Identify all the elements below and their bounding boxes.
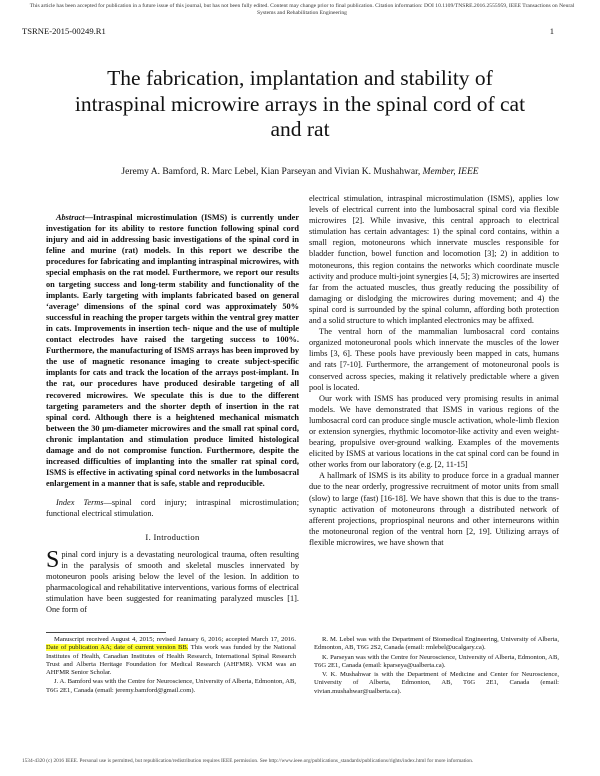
author-membership: Member, IEEE	[422, 167, 479, 177]
body-paragraph: A hallmark of ISMS is its ability to produce force in a gradual manner due to the near orderly, progressive recruitment of motor units from small (slow) to large (fast) [16-18]. We have shown that this is due to the trans-synaptic activation of motoneurons through a distributed network of afferent projections, propriospinal neurons and other interneurons within the motoneuronal region of the ventral horn [2, 19]. Utilizing arrays of flexible microwires, we have shown that	[309, 471, 559, 547]
footnotes-right	[314, 636, 559, 697]
abstract-label: Abstract	[56, 213, 85, 222]
copyright-footer: 1534-4320 (c) 2016 IEEE. Personal use is permitted, but republication/redistribution requires IEEE permission. See http://www.ieee.org/publications_standards/publications/rights/index.html for more information.	[22, 758, 474, 764]
right-column	[309, 193, 559, 548]
author-names: Jeremy A. Bamford, R. Marc Lebel, Kian Parseyan and Vivian K. Mushahwar,	[121, 167, 421, 177]
manuscript-id: TSRNE-2015-00249.R1	[22, 26, 106, 36]
footnote-affiliation: V. K. Mushahwar is with the Department of Medicine and Center for Neuroscience, University of Alberta, Edmonton, AB, T6G 2E1, Canada (email: vivian.mushahwar@ualberta.ca).	[314, 671, 559, 695]
drop-cap: S	[46, 546, 60, 573]
highlighted-publication-date: Date of publication AA; date of current version BB.	[46, 644, 189, 652]
footnote-affiliation: K. Parseyan was with the Centre for Neuroscience, University of Alberta, Edmonton, AB, T6G 2E1, Canada (email: kparseya@ualberta.ca).	[314, 653, 559, 669]
paper-title: The fabrication, implantation and stability of intraspinal microwire arrays in the spinal cord of cat and rat	[74, 66, 526, 141]
index-terms	[46, 497, 299, 519]
index-terms-text: —spinal cord injury; intraspinal microstimulation; functional electrical stimulation.	[46, 498, 300, 519]
prepublication-notice: This article has been accepted for publication in a future issue of this journal, but has not been fully edited. Content may change prior to final publication. Citation information: DOI 10.1109/TNSRE.2016.2555959, IEEE Transactions on Neural Systems and Rehabilitation Engineering	[29, 3, 575, 16]
footnote-rule	[46, 632, 166, 633]
introduction-text: pinal cord injury is a devastating neurological trauma, often resulting in the paralysis of smooth and skeletal muscles innervated by motoneuron pools arising below the level of the lesion. In addition to pharmacological and rehabilitative interventions, various forms of electrical stimulation have been suggested for reanimating paralyzed muscles [1]. One form of	[46, 549, 299, 615]
section-heading-introduction: I. Introduction	[145, 531, 200, 542]
footnote-manuscript	[46, 636, 296, 677]
footnote-funding: This work was funded by the National Institutes of Health, Canadian Institutes of Health Research, International Spinal Research Trust and Alberta Heritage Foundation for Medical Research (AHFMR). VKM was an AHFMR Senior Scholar.	[46, 644, 297, 677]
abstract-text: —Intraspinal microstimulation (ISMS) is currently under investigation for its ability to restore function following spinal cord injury and aid in addressing basic investigations of the spinal cord in feline and murine (rat) models. In this report we describe the procedures for fabricating and implanting intraspinal microwires, with special emphasis on the rat model. Furthermore, we report our results on targeting success and long-term stability and functionality of the implants. Early targeting with implants fabricated based on general ‘average’ dimensions of the spinal cord was approximately 50% successful in reaching the proper targets within the ventral grey matter in cats. Improvements in insertion tech- nique and the use of multiple contact electrodes have raised the targeting success to 100%. Furthermore, the manufacturing of ISMS arrays has been improved by the use of magnetic resonance imaging to create subject-specific implants for cats and track the location of the arrays post-implant. In the rat, our procedures have produced desirable targeting of all recovered microwires. We speculate this is due to the different targeting parameters and the shorter depth of insertion in the rat spinal cord. Although there is a heightened mechanical mismatch between the 30 μm-diameter microwires and the small rat spinal cord, chronic implantation and stimulation produce limited histological damage and do not compromise function. Furthermore, despite the increased difficulties of implanting into the smaller rat spinal cord, ISMS is effective in activating spinal cord networks in the lumbosacral enlargement in a manner that is safe, stable and reproducible.	[46, 213, 299, 489]
body-paragraph: The ventral horn of the mammalian lumbosacral cord contains organized motoneuronal pools which innervate the muscles of the lower limbs [3, 6]. These pools have previously been mapped in cats, humans and rats [7-10]. Furthermore, the arrangement of motoneuronal pools is conserved across species, making it relatively predictable where a given pool is located.	[309, 327, 559, 392]
index-terms-label: Index Terms	[56, 498, 104, 508]
left-column	[46, 212, 299, 615]
footnote-affiliation: R. M. Lebel was with the Department of Biomedical Engineering, University of Alberta, Edmonton, AB, T6G 2S2, Canada (email: rmlebel@ucalgary.ca).	[314, 636, 559, 652]
author-list	[40, 167, 560, 177]
body-paragraph: electrical stimulation, intraspinal microstimulation (ISMS), applies low levels of electrical current into the lumbosacral spinal cord via flexible microwires [2]. While invasive, this central approach to electrical stimulation has certain advantages: 1) the spinal cord contains, within a small region, motoneurons which innervate muscles responsible for bladder function, bowel function and locomotion [3]; 2) in addition to motoneurons, this region contains the networks which coordinate muscle activity and produce multi-joint synergies [4, 5]; 3) microwires are inserted far from the actuated muscles, thus greatly reducing the possibility of damaging or dislodging the microwires during movement; and 4) the spinal cord is surrounded by the spinal column, affording both protection and a solid structure to which implanted electronics may be affixed.	[309, 194, 559, 326]
introduction-body	[46, 546, 299, 616]
abstract	[46, 212, 299, 489]
footnote-dates: Manuscript received August 4, 2015; revised January 6, 2016; accepted March 17, 2016.	[54, 636, 296, 643]
footnote-affiliation: J. A. Bamford was with the Centre for Neuroscience, University of Alberta, Edmonton, AB, T6G 2E1, Canada (email: jeremy.bamford@gmail.com).	[46, 678, 296, 694]
page-number: 1	[549, 26, 554, 36]
footnotes-left	[46, 636, 296, 696]
body-paragraph: Our work with ISMS has produced very promising results in animal models. We have demonstrated that ISMS in various regions of the lumbosacral cord can produce single muscle activation, whole-limb flexion or extension synergies, rhythmic locomotor-like activity and even weight-bearing, propulsive over-ground walking. Examples of the movements elicited by ISMS at various locations in the cat spinal cord can be found in other works from our laboratory (e.g. [2, 11-15]	[309, 393, 559, 470]
